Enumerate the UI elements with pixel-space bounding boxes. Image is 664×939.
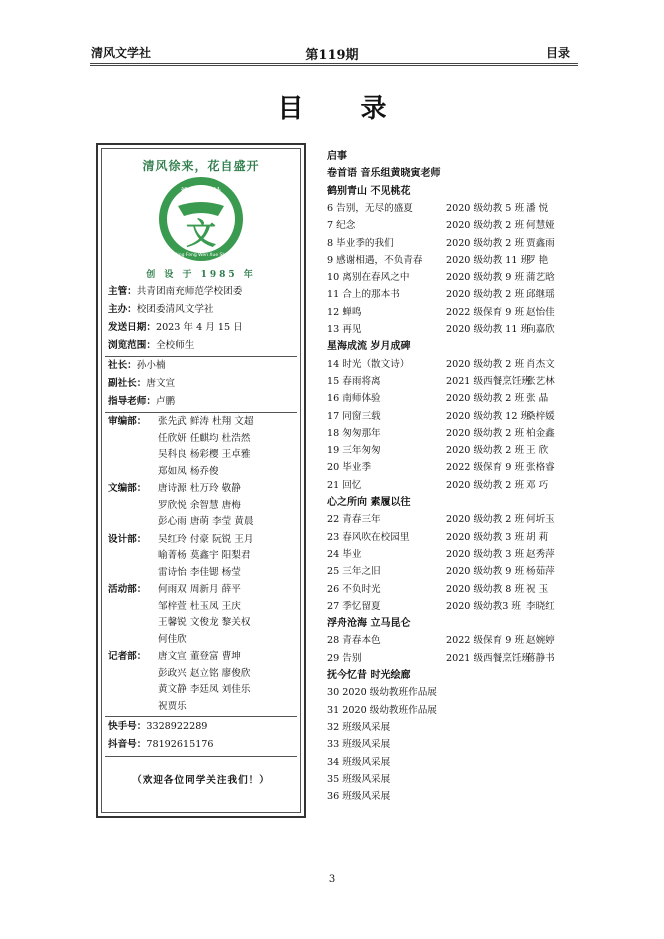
header-left: 清风文学社 (91, 46, 152, 60)
toc-item-author: 张艺林 (526, 375, 555, 387)
toc-item-class: 2021 级西餐烹饪班 (446, 652, 532, 664)
toc-item-class: 2020 级幼教3 班 (446, 600, 521, 612)
toc-item-author: 邱继瑶 (526, 289, 555, 301)
toc-item (327, 459, 579, 476)
toc-item-class: 2020 级幼教 2 班 (446, 427, 525, 439)
toc-item (327, 563, 579, 580)
info-row (108, 320, 296, 336)
toc-item-author: 王 欣 (526, 445, 549, 457)
info-row (108, 284, 296, 300)
info-row (108, 338, 296, 354)
toc-item-class: 2020 级幼教 2 班 (446, 479, 525, 491)
page-number: 3 (328, 874, 336, 885)
info-label: 浏览范围： (108, 340, 156, 351)
info-value: 唐文宣 (146, 378, 176, 389)
toc-item-title: 29 告别 (327, 652, 362, 664)
club-logo (158, 176, 244, 262)
toc-item-author: 罗 艳 (526, 254, 549, 266)
staff-dept-label: 文编部： (108, 483, 147, 494)
toc-item (327, 598, 579, 615)
toc-item-class: 2022 级保育 9 班 (446, 462, 525, 474)
toc-item-title: 18 匆匆那年 (327, 427, 381, 439)
info-label: 主办： (108, 304, 137, 315)
toc-item (327, 373, 579, 390)
toc-item-title: 12 蝉鸣 (327, 306, 362, 318)
toc-item-author: 张 晶 (526, 393, 549, 405)
toc-item (327, 702, 579, 719)
toc-item-title: 27 季忆留夏 (327, 600, 381, 612)
toc-item-author: 柏金鑫 (526, 427, 555, 439)
staff-names (158, 649, 296, 715)
founded-text: 创 设 于 1985 年 (146, 270, 256, 280)
info-value: 3328922289 (146, 721, 208, 732)
toc-item-title: 23 春风吹在校园里 (327, 531, 410, 543)
info-box-inner (101, 148, 301, 813)
toc-item-author: 向嘉欣 (526, 324, 555, 335)
staff-line: 唐文宣 董登富 曹坤 (158, 651, 241, 662)
toc-item-author: 桑梓媛 (526, 410, 555, 422)
info-divider (105, 356, 297, 357)
staff-dept-label: 活动部： (108, 584, 147, 595)
toc-item-class: 2020 级幼教 2 班 (446, 445, 525, 457)
toc-item-title: 13 再见 (327, 324, 362, 335)
staff-line: 喻菁杨 莫鑫宇 阳梨君 (158, 550, 251, 561)
toc-section-heading: 鹤别青山 不见桃花 (327, 185, 411, 197)
staff-dept-label: 设计部： (108, 533, 147, 545)
toc-item-title: 25 三年之旧 (327, 566, 381, 578)
toc-item-title: 9 感谢相遇，不负青春 (327, 254, 423, 266)
staff-names (158, 532, 296, 582)
contact-row (108, 737, 296, 753)
toc-item (327, 788, 579, 805)
toc-item (327, 736, 579, 753)
staff-line: 唐诗源 杜万玲 敬静 (158, 483, 241, 494)
toc-item-author: 何圻玉 (526, 514, 555, 526)
staff-line: 吴科良 杨彩樱 王卓雅 (158, 449, 251, 460)
toc-item-class: 2020 级幼教 2 班 (446, 358, 525, 370)
info-label: 发送日期： (108, 322, 156, 333)
toc-item (327, 321, 579, 338)
toc-item (327, 235, 579, 252)
staff-line: 彭心雨 唐萌 李莹 黄晨 (158, 516, 254, 527)
toc-item-title: 6 告别，无尽的盛夏 (327, 202, 413, 214)
toc-item-author: 赵秀萍 (526, 548, 555, 560)
info-value: 78192615176 (146, 739, 214, 750)
info-box (96, 143, 306, 818)
info-label: 副社长： (108, 378, 147, 389)
info-row (108, 376, 296, 392)
toc-item (327, 529, 579, 546)
toc-item (327, 390, 579, 407)
staff-line: 雷诗怡 李佳锶 杨莹 (158, 566, 241, 578)
info-divider (105, 716, 297, 717)
toc-item-title: 31 2020 级幼教班作品展 (327, 704, 437, 716)
info-value: 孙小楠 (136, 360, 166, 371)
info-value: 卢鹏 (155, 396, 176, 407)
toc-item-title: 22 青春三年 (327, 514, 381, 526)
staff-dept-label: 记者部： (108, 651, 147, 662)
toc-item-title: 35 班级风采展 (327, 773, 391, 785)
logo-pinyin: Qing Feng Wen Xue She (173, 253, 229, 258)
toc-item-title: 28 青春本色 (327, 635, 381, 647)
toc-item (327, 754, 579, 771)
toc-item-title: 26 不负时光 (327, 583, 381, 595)
info-value: 校团委清风文学社 (136, 304, 214, 315)
contact-row (108, 719, 296, 735)
toc-item-title: 36 班级风采展 (327, 791, 391, 803)
toc-item (327, 425, 579, 442)
toc-item-author: 赵怡佳 (526, 306, 555, 318)
toc-item-author: 蒋静书 (526, 652, 555, 664)
staff-line: 吴红玲 付豪 阮锐 王月 (158, 533, 254, 545)
toc-item-class: 2020 级幼教 2 班 (446, 220, 525, 232)
info-label: 抖音号： (108, 739, 147, 750)
toc-item-author: 肖杰文 (526, 358, 555, 370)
staff-dept-label: 审编部： (108, 416, 147, 427)
issue-number: 第119期 (305, 48, 359, 63)
toc-item-author: 杨茹萍 (526, 566, 555, 578)
info-label: 社长： (108, 360, 137, 371)
staff-line: 黄文静 李廷凤 刘佳乐 (158, 684, 251, 695)
toc-item-author: 潘 悦 (526, 202, 549, 214)
staff-line: 罗欣悦 余智慧 唐梅 (158, 499, 241, 511)
toc-item-class: 2020 级幼教 9 班 (446, 272, 525, 284)
toc-item-author: 何慧娅 (526, 220, 555, 232)
toc-section-heading: 卷首语 音乐组黄晓寅老师 (327, 168, 441, 180)
staff-names (158, 481, 296, 531)
toc-item-author: 胡 莉 (526, 531, 549, 543)
toc-item-title: 14 时光（散文诗） (327, 358, 410, 370)
toc-item-class: 2022 级保育 9 班 (446, 306, 525, 318)
toc-item-title: 20 毕业季 (327, 462, 372, 474)
logo-text: 清风文学社 (181, 187, 221, 196)
toc-item-author: 蒲艺晗 (526, 272, 555, 284)
toc-item (327, 581, 579, 598)
header-rule-thin (90, 65, 578, 66)
staff-line: 彭政兴 赵立铭 廖俊欣 (158, 667, 251, 679)
toc-item-class: 2020 级幼教 11 班 (446, 324, 531, 335)
toc-item-title: 33 班级风采展 (327, 739, 391, 751)
toc-item-class: 2020 级幼教 3 班 (446, 548, 525, 560)
toc-item-class: 2020 级幼教 9 班 (446, 566, 525, 578)
toc-item-class: 2020 级幼教 3 班 (446, 531, 525, 543)
staff-line: 何佳欣 (158, 633, 187, 645)
toc-item (327, 217, 579, 234)
toc-item-title: 34 班级风采展 (327, 756, 391, 768)
info-row (108, 302, 296, 318)
toc-item-class: 2020 级幼教 2 班 (446, 393, 525, 405)
toc-section-heading: 抚今忆昔 时光绘廊 (327, 670, 411, 681)
toc-item-author: 赵婉婷 (526, 635, 555, 647)
toc-item-title: 15 春雨将离 (327, 375, 381, 387)
toc-item-title: 10 离别在春风之中 (327, 272, 410, 284)
toc-section-heading: 启事 (327, 151, 347, 162)
staff-line: 郑如凤 杨乔俊 (158, 465, 219, 477)
toc-item-class: 2020 级幼教 2 班 (446, 514, 525, 526)
info-value: 2023 年 4 月 15 日 (155, 322, 243, 333)
toc-item-title: 21 回忆 (327, 479, 362, 491)
toc-item-title: 11 合上的那本书 (327, 289, 400, 301)
toc-item (327, 477, 579, 494)
toc-item (327, 269, 579, 286)
staff-names (158, 414, 296, 480)
toc-item (327, 719, 579, 736)
toc-item (327, 546, 579, 563)
toc-item (327, 650, 579, 667)
toc-item (327, 771, 579, 788)
staff-line: 邹梓萱 杜玉凤 王庆 (158, 600, 241, 612)
toc-item-class: 2020 级幼教 2 班 (446, 289, 525, 301)
toc-item-author: 祝 玉 (526, 583, 549, 595)
info-row (108, 358, 296, 374)
toc-item-class: 2020 级幼教 2 班 (446, 237, 525, 249)
staff-line: 何雨双 周新月 薛平 (158, 584, 241, 595)
toc-item-class: 2020 级幼教 8 班 (446, 583, 525, 595)
info-value: 共青团南充师范学校团委 (136, 286, 243, 297)
logo-char: 文 (186, 217, 216, 252)
toc-item-title: 7 纪念 (327, 220, 356, 232)
toc-item-title: 30 2020 级幼教班作品展 (327, 687, 437, 699)
toc-item-author: 贾鑫雨 (526, 237, 555, 249)
info-value: 全校师生 (155, 340, 195, 351)
toc-item-class: 2020 级幼教 12 班 (446, 410, 531, 422)
toc-item (327, 408, 579, 425)
info-row (108, 394, 296, 410)
info-divider (105, 756, 297, 757)
staff-line: 张先武 鲜涛 杜翔 文超 (158, 416, 254, 427)
staff-line: 任欣妍 任麒均 杜浩然 (158, 432, 251, 444)
header-right: 目录 (545, 46, 570, 60)
toc-item-title: 16 南师体验 (327, 393, 381, 405)
toc-item-class: 2021 级西餐烹饪班 (446, 375, 532, 387)
staff-line: 祝贾乐 (158, 700, 187, 712)
header-rule (90, 63, 578, 64)
welcome-text: （欢迎各位同学关注我们！） (132, 775, 270, 786)
slogan: 清风徐来，花自盛开 (142, 159, 260, 173)
toc-section-heading: 浮舟沧海 立马昆仑 (327, 618, 411, 630)
toc-section-heading: 星海成流 岁月成碑 (327, 341, 411, 353)
info-label: 快手号： (108, 721, 147, 732)
toc-item (327, 511, 579, 528)
staff-line: 王馨锐 文俊龙 黎关权 (158, 617, 251, 628)
toc-item (327, 200, 579, 217)
toc-item (327, 356, 579, 373)
toc-item-title: 24 毕业 (327, 548, 362, 560)
toc-item (327, 252, 579, 269)
toc-section-heading: 心之所向 素履以往 (327, 497, 411, 508)
toc-item-class: 2020 级幼教 11 班 (446, 254, 531, 266)
info-label: 指导老师： (108, 396, 156, 407)
toc-item (327, 304, 579, 321)
toc-item-title: 8 毕业季的我们 (327, 237, 394, 249)
staff-names (158, 582, 296, 648)
toc-item-author: 邓 巧 (526, 479, 549, 491)
toc-item (327, 442, 579, 459)
toc-item-title: 19 三年匆匆 (327, 445, 381, 457)
toc-item-class: 2022 级保育 9 班 (446, 635, 525, 647)
toc-item-title: 32 班级风采展 (327, 721, 391, 733)
toc-item-title: 17 同窗三载 (327, 410, 381, 422)
info-divider (105, 412, 297, 413)
toc-item (327, 632, 579, 649)
page-title: 目 录 (277, 94, 411, 124)
toc-item-class: 2020 级幼教 5 班 (446, 202, 525, 214)
toc-item (327, 286, 579, 303)
toc-item-author: 张格睿 (526, 462, 555, 474)
info-label: 主管： (108, 286, 137, 297)
toc-item-author: 李晓红 (526, 600, 555, 612)
toc-item (327, 684, 579, 701)
